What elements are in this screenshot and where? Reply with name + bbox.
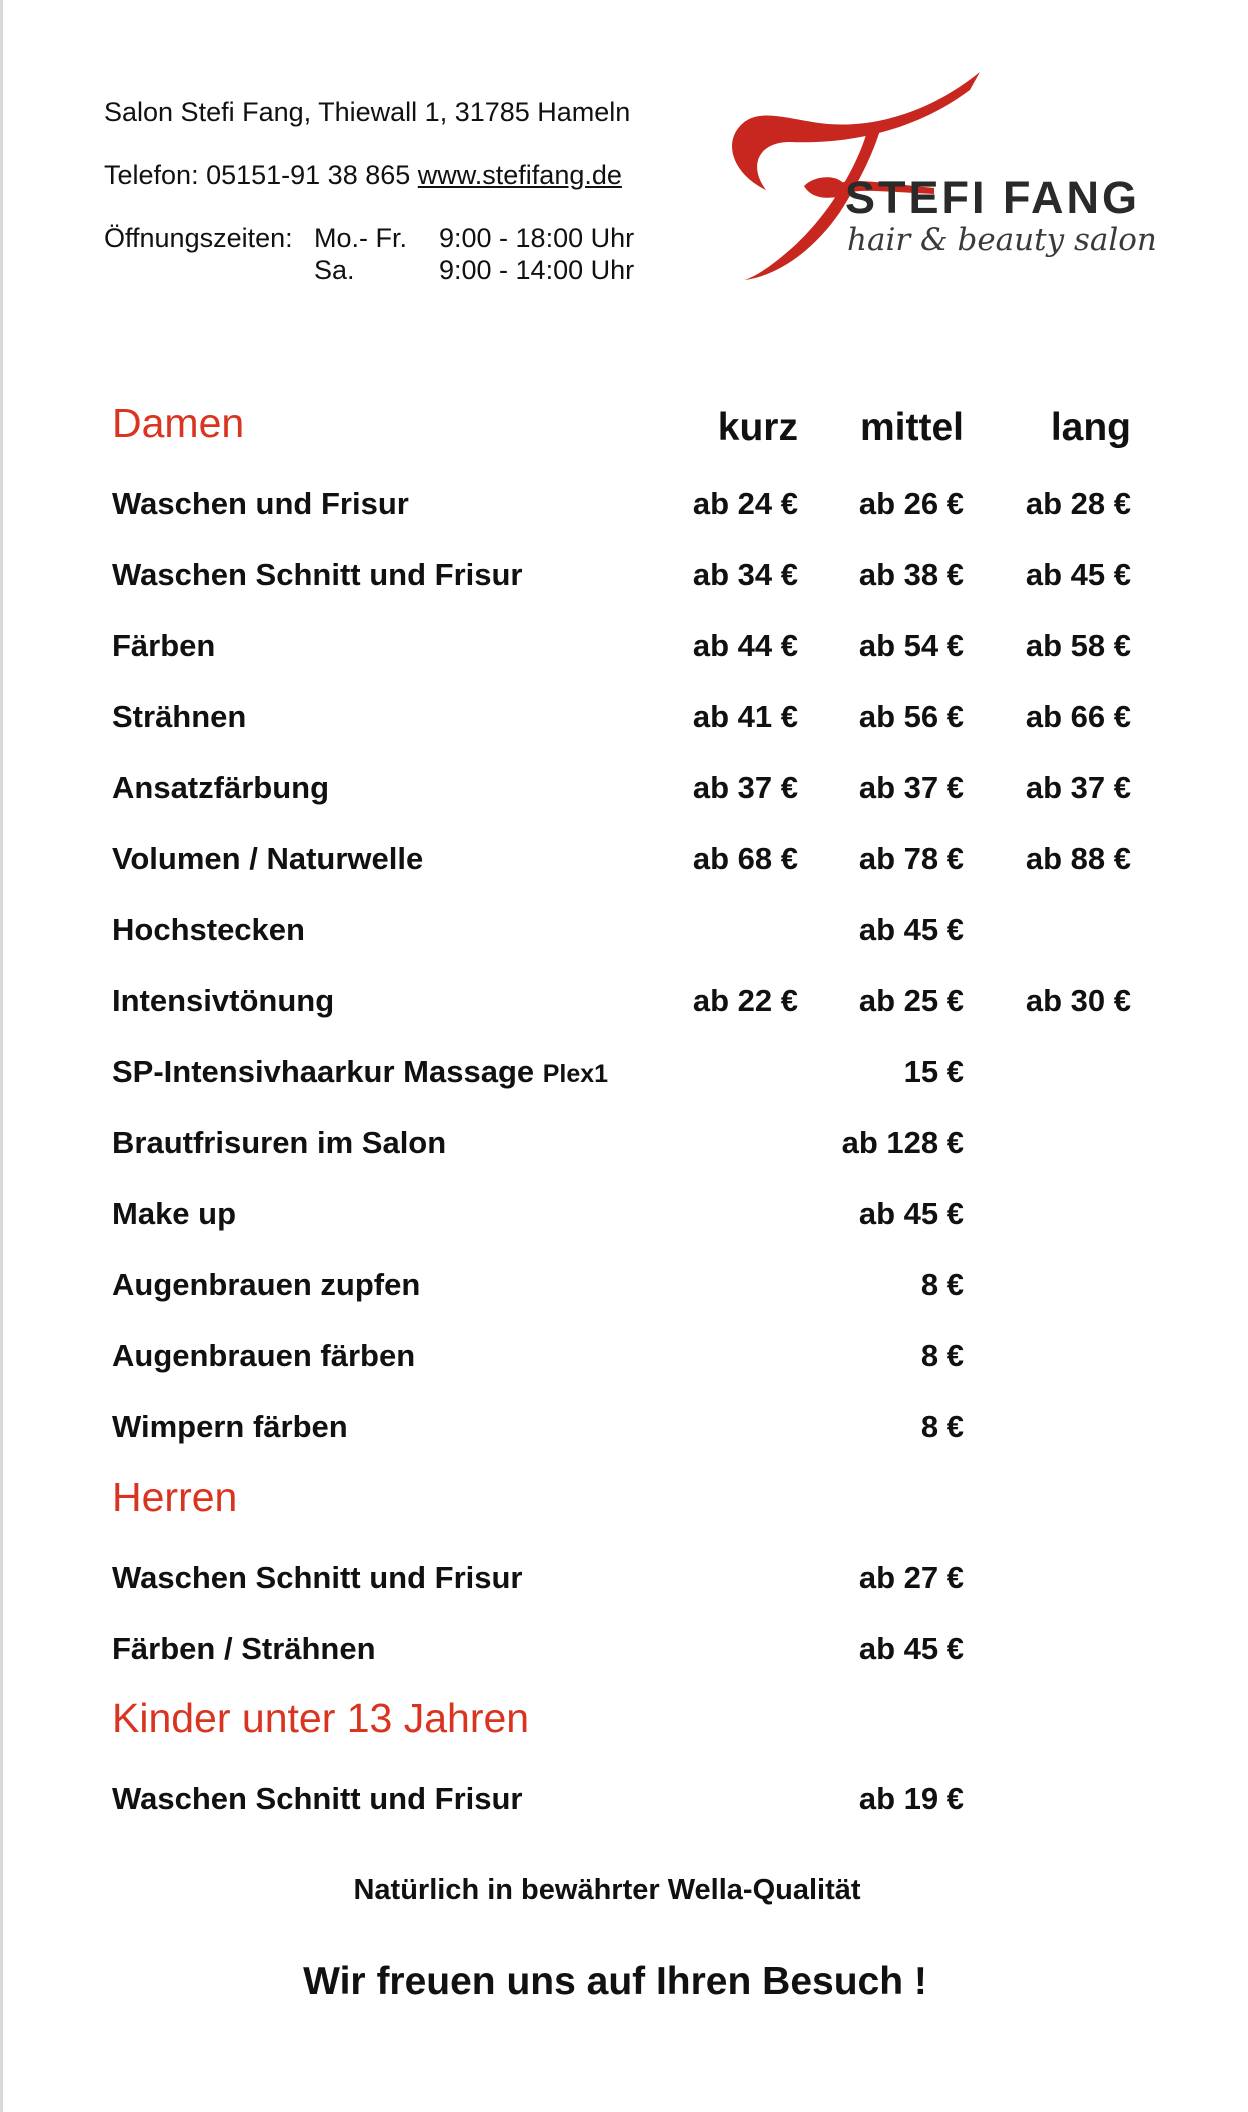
price-row — [0, 983, 1248, 1023]
price-row — [0, 1054, 1248, 1094]
price-lang: ab 28 € — [1025, 486, 1131, 521]
price-kurz: ab 24 € — [692, 486, 798, 521]
price-mittel: ab 45 € — [858, 912, 964, 947]
price-kurz: ab 44 € — [692, 628, 798, 663]
service-name: Augenbrauen färben — [112, 1338, 416, 1373]
price-mittel: ab 45 € — [858, 1631, 964, 1666]
price-kurz: ab 41 € — [692, 699, 798, 734]
price-mittel: 8 € — [920, 1267, 964, 1302]
price-mittel: ab 54 € — [858, 628, 964, 663]
service-name: Intensivtönung — [112, 983, 335, 1018]
price-kurz: ab 22 € — [692, 983, 798, 1018]
price-row — [0, 1409, 1248, 1449]
price-lang: ab 37 € — [1025, 770, 1131, 805]
price-mittel: 15 € — [903, 1054, 964, 1089]
phone: Telefon: 05151-91 38 865 — [104, 160, 411, 190]
price-row — [0, 841, 1248, 881]
price-kurz: ab 34 € — [692, 557, 798, 592]
service-name: Wimpern färben — [112, 1409, 348, 1444]
price-mittel: ab 26 € — [858, 486, 964, 521]
price-row — [0, 699, 1248, 739]
service-name: Waschen Schnitt und Frisur — [112, 1560, 523, 1595]
hours-day: Mo.- Fr. — [314, 223, 407, 253]
service-name: Färben — [112, 628, 216, 663]
service-name: Waschen und Frisur — [112, 486, 409, 521]
logo-subtitle: hair & beauty salon — [847, 222, 1157, 258]
price-kurz: ab 37 € — [692, 770, 798, 805]
price-mittel: ab 37 € — [858, 770, 964, 805]
price-row — [0, 912, 1248, 952]
salon-info — [104, 94, 635, 285]
price-row — [0, 1338, 1248, 1378]
price-lang: ab 58 € — [1025, 628, 1131, 663]
price-lang: ab 88 € — [1025, 841, 1131, 876]
price-mittel: 8 € — [920, 1338, 964, 1373]
price-row — [0, 628, 1248, 668]
price-mittel: ab 27 € — [858, 1560, 964, 1595]
price-mittel: ab 25 € — [858, 983, 964, 1018]
greeting: Wir freuen uns auf Ihren Besuch ! — [303, 1960, 927, 2003]
service-name-suffix: Plex1 — [542, 1060, 609, 1088]
price-row — [0, 1781, 1248, 1821]
price-lang: ab 45 € — [1025, 557, 1131, 592]
service-name: Strähnen — [112, 699, 247, 734]
hours-time: 9:00 - 18:00 Uhr — [439, 223, 635, 253]
service-name: Färben / Strähnen — [112, 1631, 376, 1666]
price-mittel: ab 38 € — [858, 557, 964, 592]
service-name-main: SP-Intensivhaarkur Massage — [112, 1054, 535, 1089]
price-mittel: ab 45 € — [858, 1196, 964, 1231]
section-title-damen: Damen — [112, 400, 245, 446]
column-head-mittel: mittel — [859, 406, 964, 449]
price-mittel: ab 56 € — [858, 699, 964, 734]
price-row — [0, 1125, 1248, 1165]
phone-line — [104, 157, 622, 193]
price-mittel: ab 78 € — [858, 841, 964, 876]
price-row — [0, 557, 1248, 597]
hours-time: 9:00 - 14:00 Uhr — [439, 255, 635, 285]
hours-row-saturday — [104, 252, 634, 288]
price-row — [0, 1560, 1248, 1600]
hours-label: Öffnungszeiten: — [104, 223, 293, 253]
price-row — [0, 486, 1248, 526]
service-name: Ansatzfärbung — [112, 770, 329, 805]
section-title-kinder: Kinder unter 13 Jahren — [112, 1695, 530, 1741]
column-head-lang: lang — [1050, 406, 1131, 449]
service-name: Brautfrisuren im Salon — [112, 1125, 447, 1160]
price-mittel: ab 19 € — [858, 1781, 964, 1816]
price-lang: ab 66 € — [1025, 699, 1131, 734]
price-row — [0, 1631, 1248, 1671]
address: Salon Stefi Fang, Thiewall 1, 31785 Hameln — [104, 97, 631, 127]
quality-note: Natürlich in bewährter Wella-Qualität — [353, 1874, 861, 1906]
service-name: Hochstecken — [112, 912, 305, 947]
hours-row-weekday — [104, 220, 634, 256]
service-name: Augenbrauen zupfen — [112, 1267, 421, 1302]
price-row — [0, 1267, 1248, 1307]
service-name: Make up — [112, 1196, 237, 1231]
price-row — [0, 1196, 1248, 1236]
price-mittel: 8 € — [920, 1409, 964, 1444]
price-kurz: ab 68 € — [692, 841, 798, 876]
service-name — [112, 1054, 608, 1090]
website-link[interactable]: www.stefifang.de — [417, 160, 622, 190]
price-mittel: ab 128 € — [841, 1125, 964, 1160]
service-name: Volumen / Naturwelle — [112, 841, 424, 876]
price-lang: ab 30 € — [1025, 983, 1131, 1018]
service-name: Waschen Schnitt und Frisur — [112, 1781, 523, 1816]
price-row — [0, 770, 1248, 810]
logo-title: STEFI FANG — [845, 172, 1141, 223]
service-name: Waschen Schnitt und Frisur — [112, 557, 523, 592]
column-head-kurz: kurz — [717, 406, 798, 449]
section-title-herren: Herren — [112, 1474, 238, 1520]
hours-day: Sa. — [314, 255, 355, 285]
